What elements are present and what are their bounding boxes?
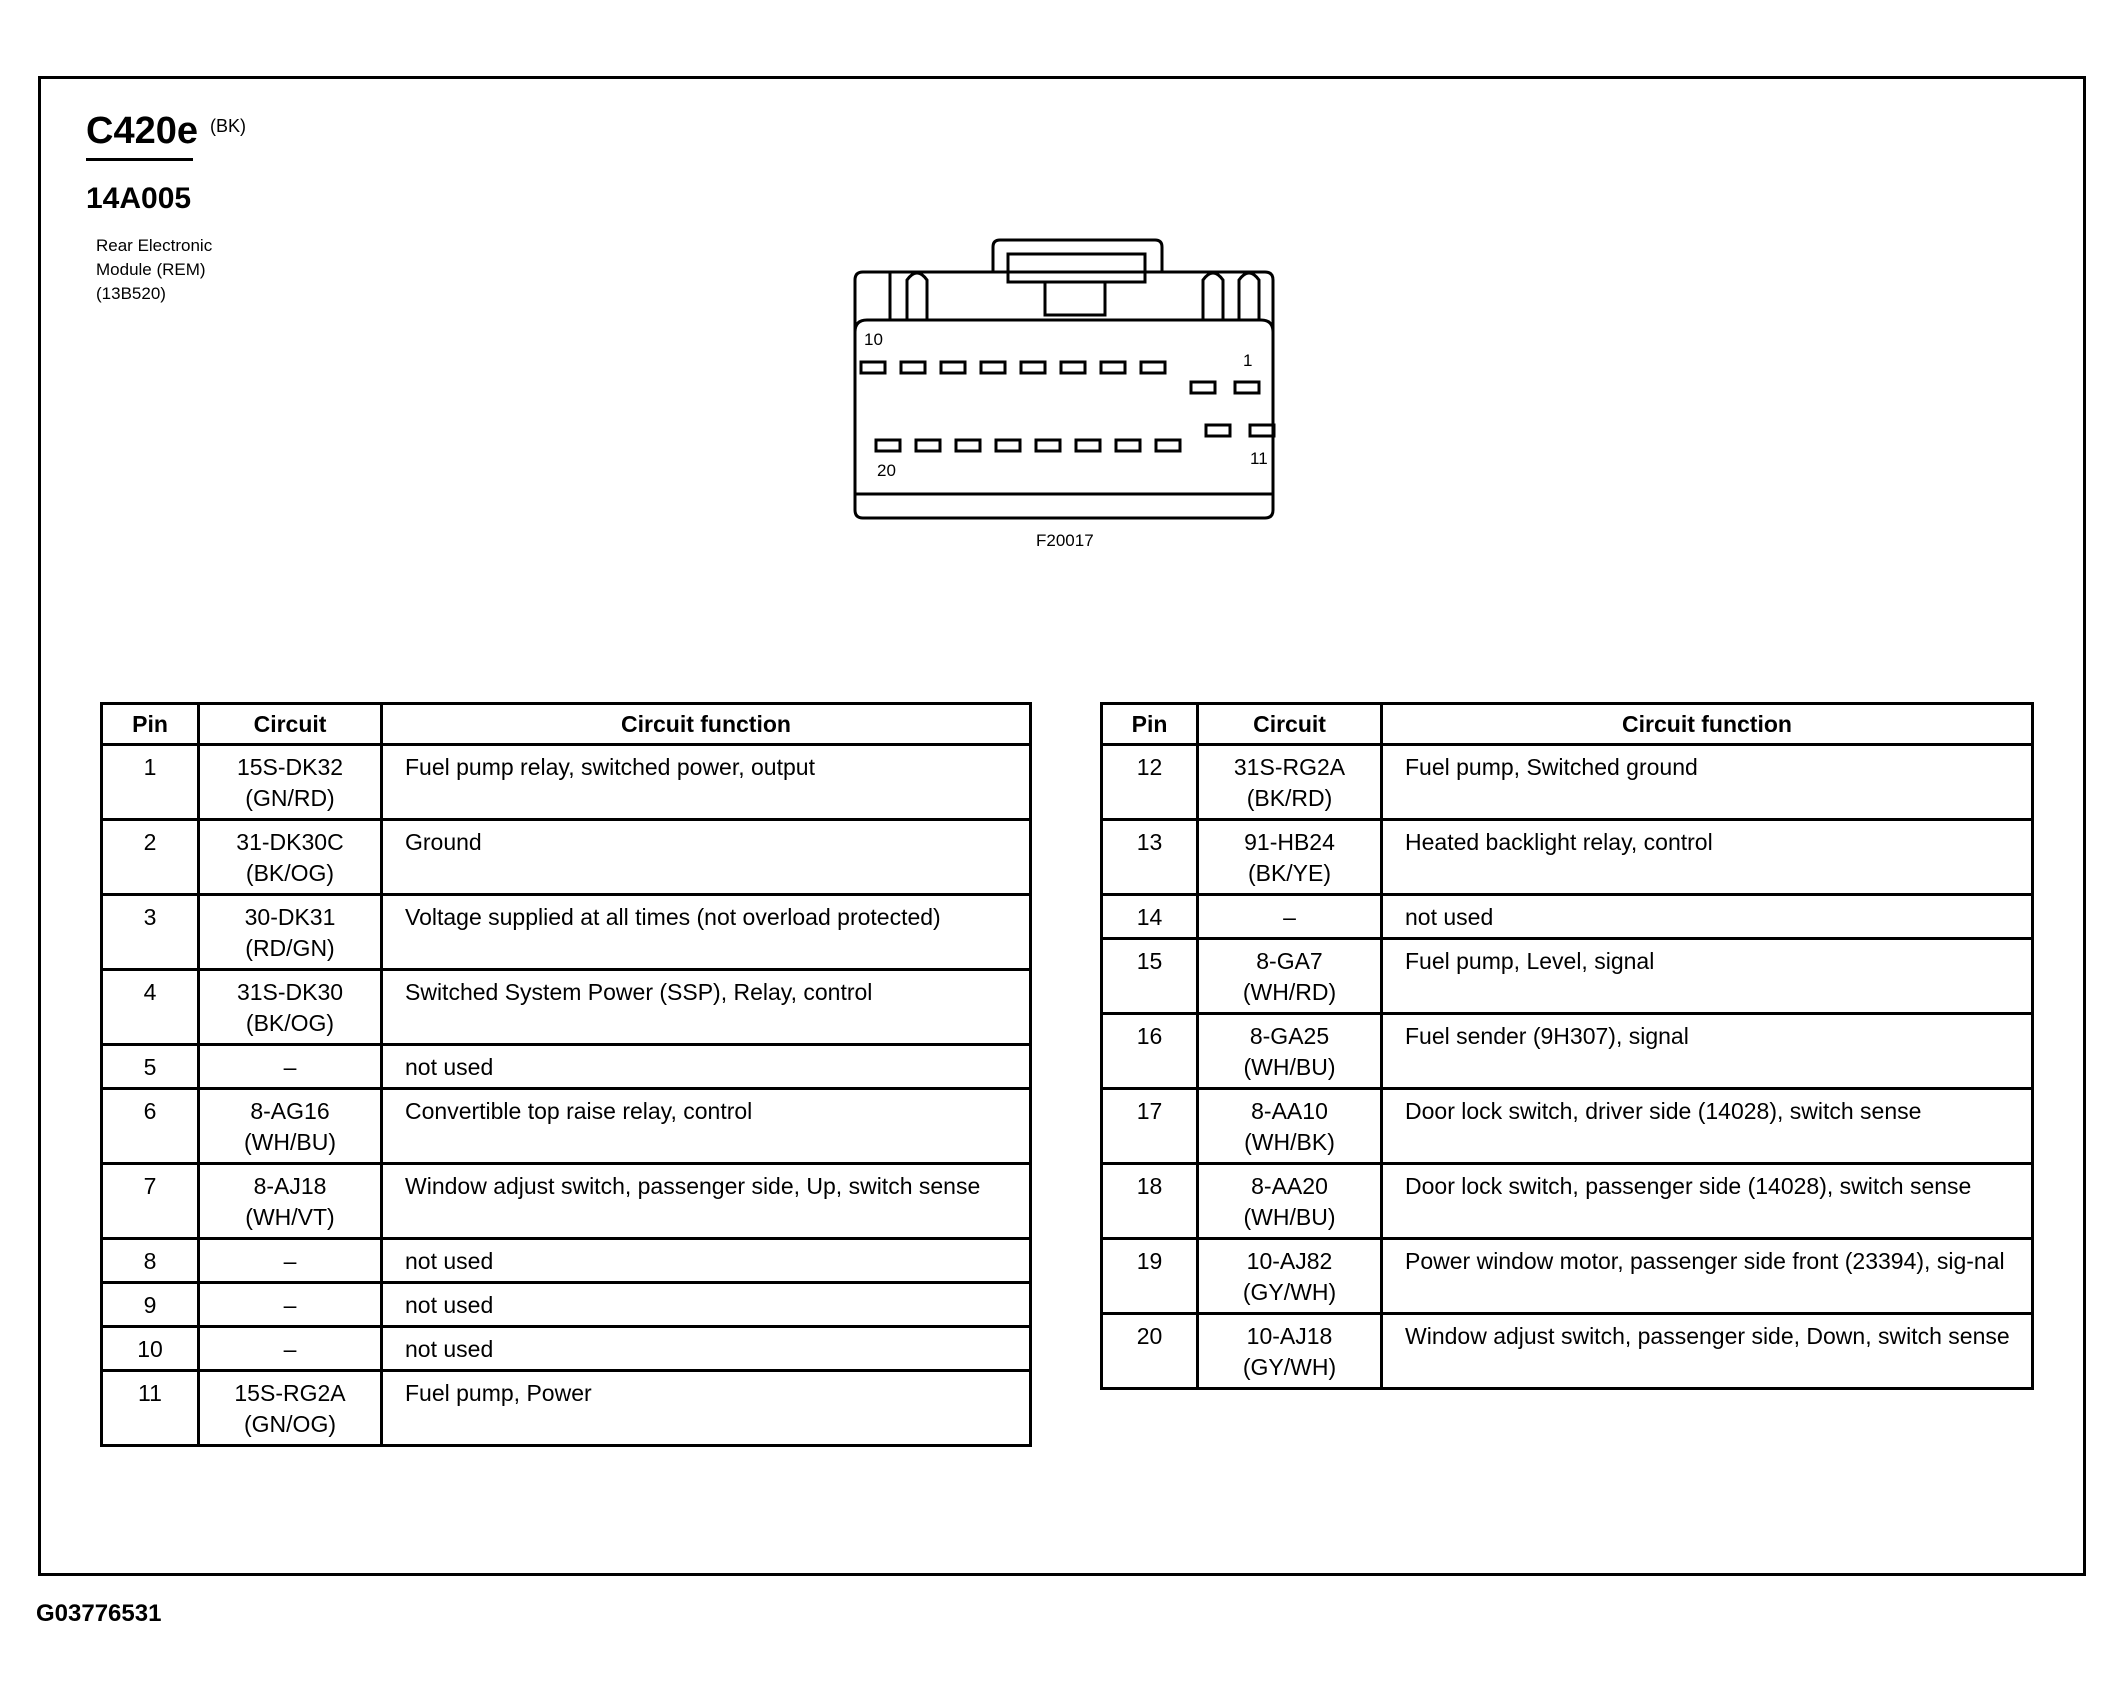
table-row xyxy=(102,1371,1031,1446)
table-row xyxy=(1102,745,2033,820)
circuit-code: 15S-DK32 xyxy=(236,754,344,780)
wire-color: (BK/YE) xyxy=(1247,860,1332,886)
wire-color: (BK/RD) xyxy=(1246,785,1333,811)
connector-face-diagram xyxy=(845,236,1285,521)
circuit-function: Fuel pump, Switched ground xyxy=(1382,745,2033,820)
pin-label-1: 1 xyxy=(1243,351,1253,370)
table-header-row xyxy=(1102,704,2033,745)
pin-label-20: 20 xyxy=(877,461,896,480)
wire-color: (WH/BU) xyxy=(1243,1054,1336,1080)
circuit-code: 8-AA10 xyxy=(1251,1098,1328,1124)
circuit-function: Heated backlight relay, control xyxy=(1382,820,2033,895)
wire-color: (WH/BU) xyxy=(1243,1204,1336,1230)
circuit-cell xyxy=(199,1164,382,1239)
circuit-cell xyxy=(199,1239,382,1283)
pin-number: 3 xyxy=(102,895,199,970)
circuit-cell xyxy=(199,1283,382,1327)
circuit-function: Voltage supplied at all times (not overload protected) xyxy=(382,895,1031,970)
circuit-function: not used xyxy=(382,1327,1031,1371)
header-function: Circuit function xyxy=(382,704,1031,745)
circuit-function: Window adjust switch, passenger side, Up, switch sense xyxy=(382,1164,1031,1239)
pin-number: 18 xyxy=(1102,1164,1198,1239)
circuit-cell xyxy=(199,1371,382,1446)
pin-number: 7 xyxy=(102,1164,199,1239)
circuit-cell xyxy=(1198,1089,1382,1164)
header-circuit: Circuit xyxy=(1198,704,1382,745)
description-line-1: Rear Electronic xyxy=(96,236,213,255)
pin-number: 17 xyxy=(1102,1089,1198,1164)
table-row xyxy=(1102,1014,2033,1089)
circuit-code: 8-GA25 xyxy=(1249,1023,1330,1049)
table-row xyxy=(1102,820,2033,895)
circuit-code: 10-AJ82 xyxy=(1246,1248,1333,1274)
table-row xyxy=(102,1239,1031,1283)
description-line-2: Module (REM) xyxy=(96,260,206,279)
header-pin: Pin xyxy=(1102,704,1198,745)
table-row xyxy=(1102,939,2033,1014)
pin-label-10: 10 xyxy=(864,330,883,349)
wire-color: (WH/BU) xyxy=(244,1129,336,1155)
circuit-cell xyxy=(199,745,382,820)
circuit-code: 8-AA20 xyxy=(1251,1173,1328,1199)
circuit-function: Door lock switch, driver side (14028), switch sense xyxy=(1382,1089,2033,1164)
table-row xyxy=(1102,1239,2033,1314)
connector-color: (BK) xyxy=(210,116,246,136)
wire-color: (GN/RD) xyxy=(245,785,335,811)
wire-color: (WH/VT) xyxy=(245,1204,335,1230)
circuit-code: 30-DK31 xyxy=(244,904,336,930)
circuit-function: Fuel pump, Power xyxy=(382,1371,1031,1446)
circuit-cell xyxy=(1198,820,1382,895)
table-row xyxy=(102,745,1031,820)
pin-table-right-body xyxy=(1102,745,2033,1389)
circuit-function: Convertible top raise relay, control xyxy=(382,1089,1031,1164)
part-number: 14A005 xyxy=(86,182,192,215)
circuit-code: 31-DK30C xyxy=(236,829,344,855)
description-line-3: (13B520) xyxy=(96,284,166,303)
circuit-cell xyxy=(199,970,382,1045)
graphic-id: G03776531 xyxy=(36,1600,162,1627)
pin-number: 4 xyxy=(102,970,199,1045)
table-row xyxy=(102,970,1031,1045)
pin-number: 12 xyxy=(1102,745,1198,820)
header-pin: Pin xyxy=(102,704,199,745)
circuit-cell xyxy=(1198,895,1382,939)
circuit-code: 8-AJ18 xyxy=(253,1173,327,1199)
table-row xyxy=(1102,1164,2033,1239)
wire-color: (WH/RD) xyxy=(1242,979,1337,1005)
circuit-code: – xyxy=(283,1292,297,1318)
circuit-code: – xyxy=(283,1054,297,1080)
circuit-code: 91-HB24 xyxy=(1244,829,1335,855)
connector-id: C420e xyxy=(86,110,198,152)
pin-number: 1 xyxy=(102,745,199,820)
circuit-cell xyxy=(1198,1164,1382,1239)
pin-number: 14 xyxy=(1102,895,1198,939)
wire-color: (GN/OG) xyxy=(244,1411,336,1437)
table-row xyxy=(1102,1314,2033,1389)
circuit-code: – xyxy=(283,1336,297,1362)
table-row xyxy=(102,1089,1031,1164)
pin-table-right xyxy=(1100,702,2034,1390)
pin-number: 2 xyxy=(102,820,199,895)
circuit-code: 8-AG16 xyxy=(250,1098,330,1124)
table-row xyxy=(102,1327,1031,1371)
pin-table-left-body xyxy=(102,745,1031,1446)
pin-label-11: 11 xyxy=(1250,449,1268,468)
module-description xyxy=(96,234,212,306)
table-row xyxy=(102,1045,1031,1089)
pin-number: 13 xyxy=(1102,820,1198,895)
wire-color: (GY/WH) xyxy=(1242,1279,1337,1305)
circuit-code: 31S-DK30 xyxy=(236,979,344,1005)
pin-number: 10 xyxy=(102,1327,199,1371)
circuit-code: 15S-RG2A xyxy=(234,1380,346,1406)
pin-number: 8 xyxy=(102,1239,199,1283)
pin-number: 15 xyxy=(1102,939,1198,1014)
circuit-cell xyxy=(199,1089,382,1164)
circuit-function: Fuel sender (9H307), signal xyxy=(1382,1014,2033,1089)
circuit-function: Fuel pump, Level, signal xyxy=(1382,939,2033,1014)
wire-color: (RD/GN) xyxy=(245,935,335,961)
circuit-code: – xyxy=(283,1248,297,1274)
circuit-code: 31S-RG2A xyxy=(1233,754,1346,780)
table-row xyxy=(1102,1089,2033,1164)
circuit-function: Power window motor, passenger side front (23394), sig-nal xyxy=(1382,1239,2033,1314)
circuit-cell xyxy=(1198,1014,1382,1089)
wire-color: (BK/OG) xyxy=(245,860,335,886)
circuit-function: Door lock switch, passenger side (14028), switch sense xyxy=(1382,1164,2033,1239)
circuit-function: not used xyxy=(1382,895,2033,939)
circuit-cell xyxy=(1198,1314,1382,1389)
pin-number: 6 xyxy=(102,1089,199,1164)
circuit-cell xyxy=(199,820,382,895)
table-header-row xyxy=(102,704,1031,745)
pin-number: 9 xyxy=(102,1283,199,1327)
circuit-cell xyxy=(1198,1239,1382,1314)
table-row xyxy=(1102,895,2033,939)
table-row xyxy=(102,895,1031,970)
pin-number: 16 xyxy=(1102,1014,1198,1089)
table-row xyxy=(102,1164,1031,1239)
circuit-cell xyxy=(199,1327,382,1371)
pin-number: 11 xyxy=(102,1371,199,1446)
figure-id: F20017 xyxy=(1036,531,1094,550)
circuit-cell xyxy=(1198,939,1382,1014)
pin-number: 20 xyxy=(1102,1314,1198,1389)
circuit-code: – xyxy=(1283,904,1296,930)
table-row xyxy=(102,1283,1031,1327)
wire-color: (BK/OG) xyxy=(245,1010,335,1036)
circuit-function: Window adjust switch, passenger side, Down, switch sense xyxy=(1382,1314,2033,1389)
circuit-cell xyxy=(1198,745,1382,820)
pin-number: 19 xyxy=(1102,1239,1198,1314)
pin-table-left xyxy=(100,702,1032,1447)
circuit-function: Switched System Power (SSP), Relay, control xyxy=(382,970,1031,1045)
circuit-code: 8-GA7 xyxy=(1256,948,1323,974)
header-circuit: Circuit xyxy=(199,704,382,745)
circuit-code: 10-AJ18 xyxy=(1246,1323,1333,1349)
circuit-cell xyxy=(199,1045,382,1089)
wire-color: (GY/WH) xyxy=(1242,1354,1337,1380)
wire-color: (WH/BK) xyxy=(1244,1129,1335,1155)
title-underline xyxy=(86,158,193,161)
circuit-function: not used xyxy=(382,1045,1031,1089)
circuit-function: Ground xyxy=(382,820,1031,895)
circuit-function: not used xyxy=(382,1239,1031,1283)
table-row xyxy=(102,820,1031,895)
circuit-cell xyxy=(199,895,382,970)
pin-number: 5 xyxy=(102,1045,199,1089)
circuit-function: Fuel pump relay, switched power, output xyxy=(382,745,1031,820)
circuit-function: not used xyxy=(382,1283,1031,1327)
header-function: Circuit function xyxy=(1382,704,2033,745)
